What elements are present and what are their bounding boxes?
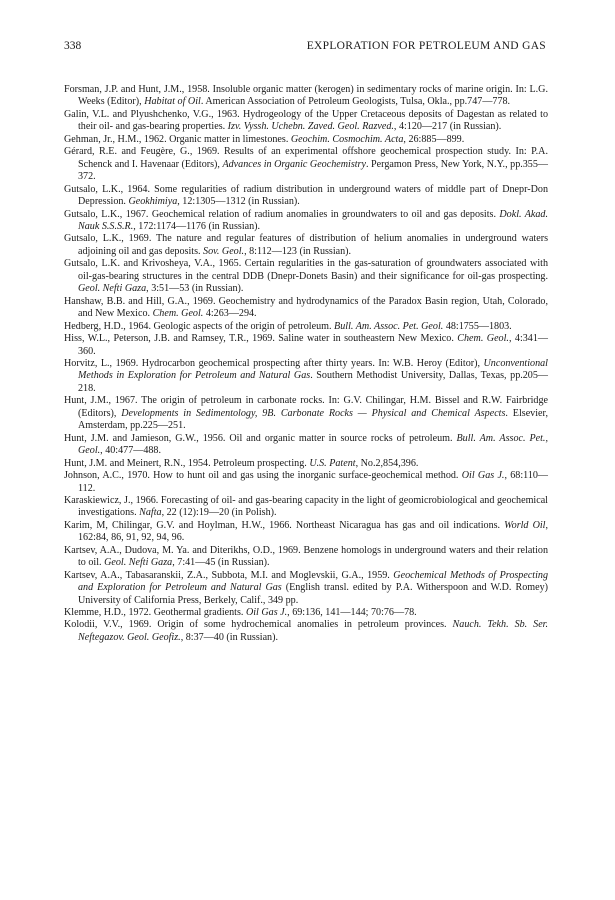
reference-source-title: Geol. Nefti Gaza (104, 557, 173, 569)
reference-text: , 8:37—40 (in Russian). (180, 631, 278, 643)
reference-text: Hedberg, H.D., 1964. Geologic aspects of the origin of petroleum. (64, 320, 335, 332)
reference-entry (64, 520, 548, 545)
reference-text: Kartsev, A.A., Dudova, M. Ya. and Diterikhs, O.D., 1969. Benzene homologs in underground waters and their relation to oil. (64, 544, 548, 569)
reference-entry (64, 146, 548, 183)
reference-entry (64, 209, 548, 234)
reference-source-title: Unconventional Methods in Exploration for Petroleum and Natural Gas (78, 357, 548, 382)
reference-entry (64, 333, 548, 358)
reference-source-title: Oil Gas J. (245, 607, 288, 619)
reference-source-title: Developments in Sedimentology, 9B. Carbonate Rocks — Physical and Chemical Aspects (121, 407, 506, 419)
reference-text: Hunt, J.M., 1967. The origin of petroleum in carbonate rocks. In: G.V. Chilingar, H.M. Bissel and R.W. Fairbridge (Editors), (64, 395, 548, 419)
reference-source-title: Chem. Geol. (152, 308, 204, 320)
reference-source-title: Nafta (139, 507, 162, 519)
reference-text: Hunt, J.M. and Jamieson, G.W., 1956. Oil and organic matter in source rocks of petroleum. (64, 432, 457, 444)
reference-entry (64, 258, 548, 295)
reference-source-title: Izv. Vyssh. Uchebn. Zaved. Geol. Razved. (227, 121, 394, 133)
reference-text: , 7:41—45 (in Russian). (172, 557, 270, 569)
reference-entry (64, 545, 548, 570)
reference-entry (64, 433, 548, 458)
reference-text: Forsman, J.P. and Hunt, J.M., 1958. Insoluble organic matter (kerogen) in sedimentary rocks of marine origin. In: L.G. Weeks (Editor), (64, 84, 548, 108)
reference-text: , 69:136, 141—144; 70:76—78. (287, 607, 417, 619)
page-header (64, 40, 546, 56)
reference-source-title: Sov. Geol. (203, 245, 245, 257)
reference-source-title: Bull. Am. Assoc. Pet., Geol. (78, 432, 548, 457)
reference-text: Gutsalo, L.K., 1964. Some regularities of radium distribution in underground waters of middle part of Dnepr-Don Depression. (64, 183, 548, 208)
reference-entry (64, 607, 548, 619)
reference-entry (64, 470, 548, 495)
page-number: 338 (64, 40, 82, 52)
reference-text: , 12:1305—1312 (in Russian). (177, 196, 300, 208)
running-title: EXPLORATION FOR PETROLEUM AND GAS (306, 40, 546, 52)
reference-source-title: Nauch. Tekh. Sb. Ser. Neftegazov. Geol. Geofiz. (78, 619, 549, 643)
reference-text: Gutsalo, L.K. and Krivosheya, V.A., 1965. Certain regularities in the gas-saturation of groundwaters associated with oil-gas-bearing structures in the central DDB (Dnepr-Donets Basin) and their significance for oil-gas prospecting. (64, 258, 548, 282)
reference-text: Hunt, J.M. and Meinert, R.N., 1954. Petroleum prospecting. (64, 457, 310, 469)
reference-list (64, 84, 548, 644)
reference-text: , 4:341—360. (78, 333, 548, 357)
reference-text: . Southern Methodist University, Dallas, Texas, pp.205—218. (78, 370, 548, 394)
reference-text: , 22 (12):19—20 (in Polish). (161, 507, 277, 519)
reference-source-title: Geol. Nefti Gaza (78, 283, 147, 295)
reference-entry (64, 109, 548, 134)
reference-entry (64, 296, 548, 321)
reference-text: , 68:110—112. (78, 470, 549, 494)
reference-text: Klemme, H.D., 1972. Geothermal gradients. (64, 607, 246, 619)
reference-text: Gérard, R.E. and Feugère, G., 1969. Results of an experimental offshore geochemical prospection study. In: P.A. Schenck and I. Havenaar (Editors), (64, 146, 548, 170)
reference-text: Hanshaw, B.B. and Hill, G.A., 1969. Geochemistry and hydrodynamics of the Paradox Basin region, Utah, Colorado, and New Mexico. (64, 295, 548, 320)
reference-text: Galin, V.L. and Plyushchenko, V.G., 1963. Hydrogeology of the Upper Cretaceous deposits of Dagestan as related to their oil- and gas-bearing properties. (64, 108, 548, 133)
reference-text: , 3:51—53 (in Russian). (146, 283, 244, 295)
reference-text: Hiss, W.L., Peterson, J.B. and Ramsey, T.R., 1969. Saline water in southeastern New Mexico. (64, 333, 458, 345)
reference-source-title: Geochim. Cosmochim. Acta (290, 133, 404, 145)
reference-text: , 26:885—899. (403, 133, 465, 145)
reference-text: Gutsalo, L.K., 1967. Geochemical relation of radium anomalies in groundwaters to oil and gas deposits. (64, 208, 500, 220)
reference-text: Gehman, Jr., H.M., 1962. Organic matter in limestones. (64, 133, 291, 145)
reference-text: , 4:120—217 (in Russian). (393, 121, 502, 133)
reference-text: 48:1755—1803. (443, 320, 512, 332)
reference-entry (64, 458, 548, 470)
reference-text: . American Association of Petroleum Geologists, Tulsa, Okla., pp.747—778. (200, 96, 511, 108)
reference-text: . Pergamon Press, New York, N.Y., pp.355—372. (78, 158, 548, 183)
reference-text: , No.2,854,396. (355, 457, 419, 469)
reference-text: 4:263—294. (203, 308, 257, 320)
reference-source-title: Chem. Geol. (457, 333, 509, 345)
reference-text: Karim, M, Chilingar, G.V. and Hoylman, H.W., 1966. Northeast Nicaragua has gas and oil indications. (64, 519, 505, 531)
reference-text: , 40:477—488. (100, 445, 161, 457)
reference-source-title: Dokl. Akad. Nauk S.S.S.R. (78, 208, 548, 232)
reference-source-title: World Oil (504, 519, 546, 531)
reference-source-title: Habitat of Oil (144, 96, 201, 108)
reference-entry (64, 84, 548, 109)
reference-entry (64, 619, 548, 644)
reference-source-title: Bull. Am. Assoc. Pet. Geol. (334, 320, 444, 332)
reference-text: . Elsevier, Amsterdam, pp.225—251. (78, 407, 548, 432)
reference-source-title: Geochemical Methods of Prospecting and Exploration for Petroleum and Natural Gas (78, 569, 548, 594)
reference-text: Gutsalo, L.K., 1969. The nature and regular features of distribution of helium anomalies in underground waters adjoining oil and gas deposits. (64, 233, 548, 257)
reference-entry (64, 134, 548, 146)
reference-text: , 162:84, 86, 91, 92, 94, 96. (78, 519, 548, 544)
reference-entry (64, 395, 548, 432)
reference-entry (64, 321, 548, 333)
reference-source-title: Geokhimiya (128, 196, 178, 208)
reference-text: Karaskiewicz, J., 1966. Forecasting of oil- and gas-bearing capacity in the light of geomicrobiological and geochemical investigations. (64, 494, 548, 519)
reference-text: Kolodii, V.V., 1969. Origin of some hydrochemical anomalies in petroleum provinces. (64, 619, 453, 631)
reference-text: Kartsev, A.A., Tabasaranskii, Z.A., Subbota, M.I. and Moglevskii, G.A., 1959. (64, 569, 394, 581)
reference-text: , 172:1174—1176 (in Russian). (133, 220, 261, 232)
reference-source-title: Oil Gas J. (461, 470, 505, 482)
reference-text: Johnson, A.C., 1970. How to hunt oil and gas using the inorganic surface-geochemical method. (64, 470, 462, 482)
reference-text: , 8:112—123 (in Russian). (244, 245, 352, 257)
reference-entry (64, 358, 548, 395)
reference-entry (64, 570, 548, 607)
reference-entry (64, 184, 548, 209)
reference-entry (64, 233, 548, 258)
reference-source-title: Advances in Organic Geochemistry (222, 158, 366, 170)
reference-text: (English transl. edited by P.A. Witherspoon and W.D. Romey) University of California Press, Berkely, Calif., 349 pp. (78, 582, 548, 606)
reference-source-title: U.S. Patent (309, 457, 356, 469)
reference-entry (64, 495, 548, 520)
reference-text: Horvitz, L., 1969. Hydrocarbon geochemical prospecting after thirty years. In: W.B. Heroy (Editor), (64, 357, 484, 369)
